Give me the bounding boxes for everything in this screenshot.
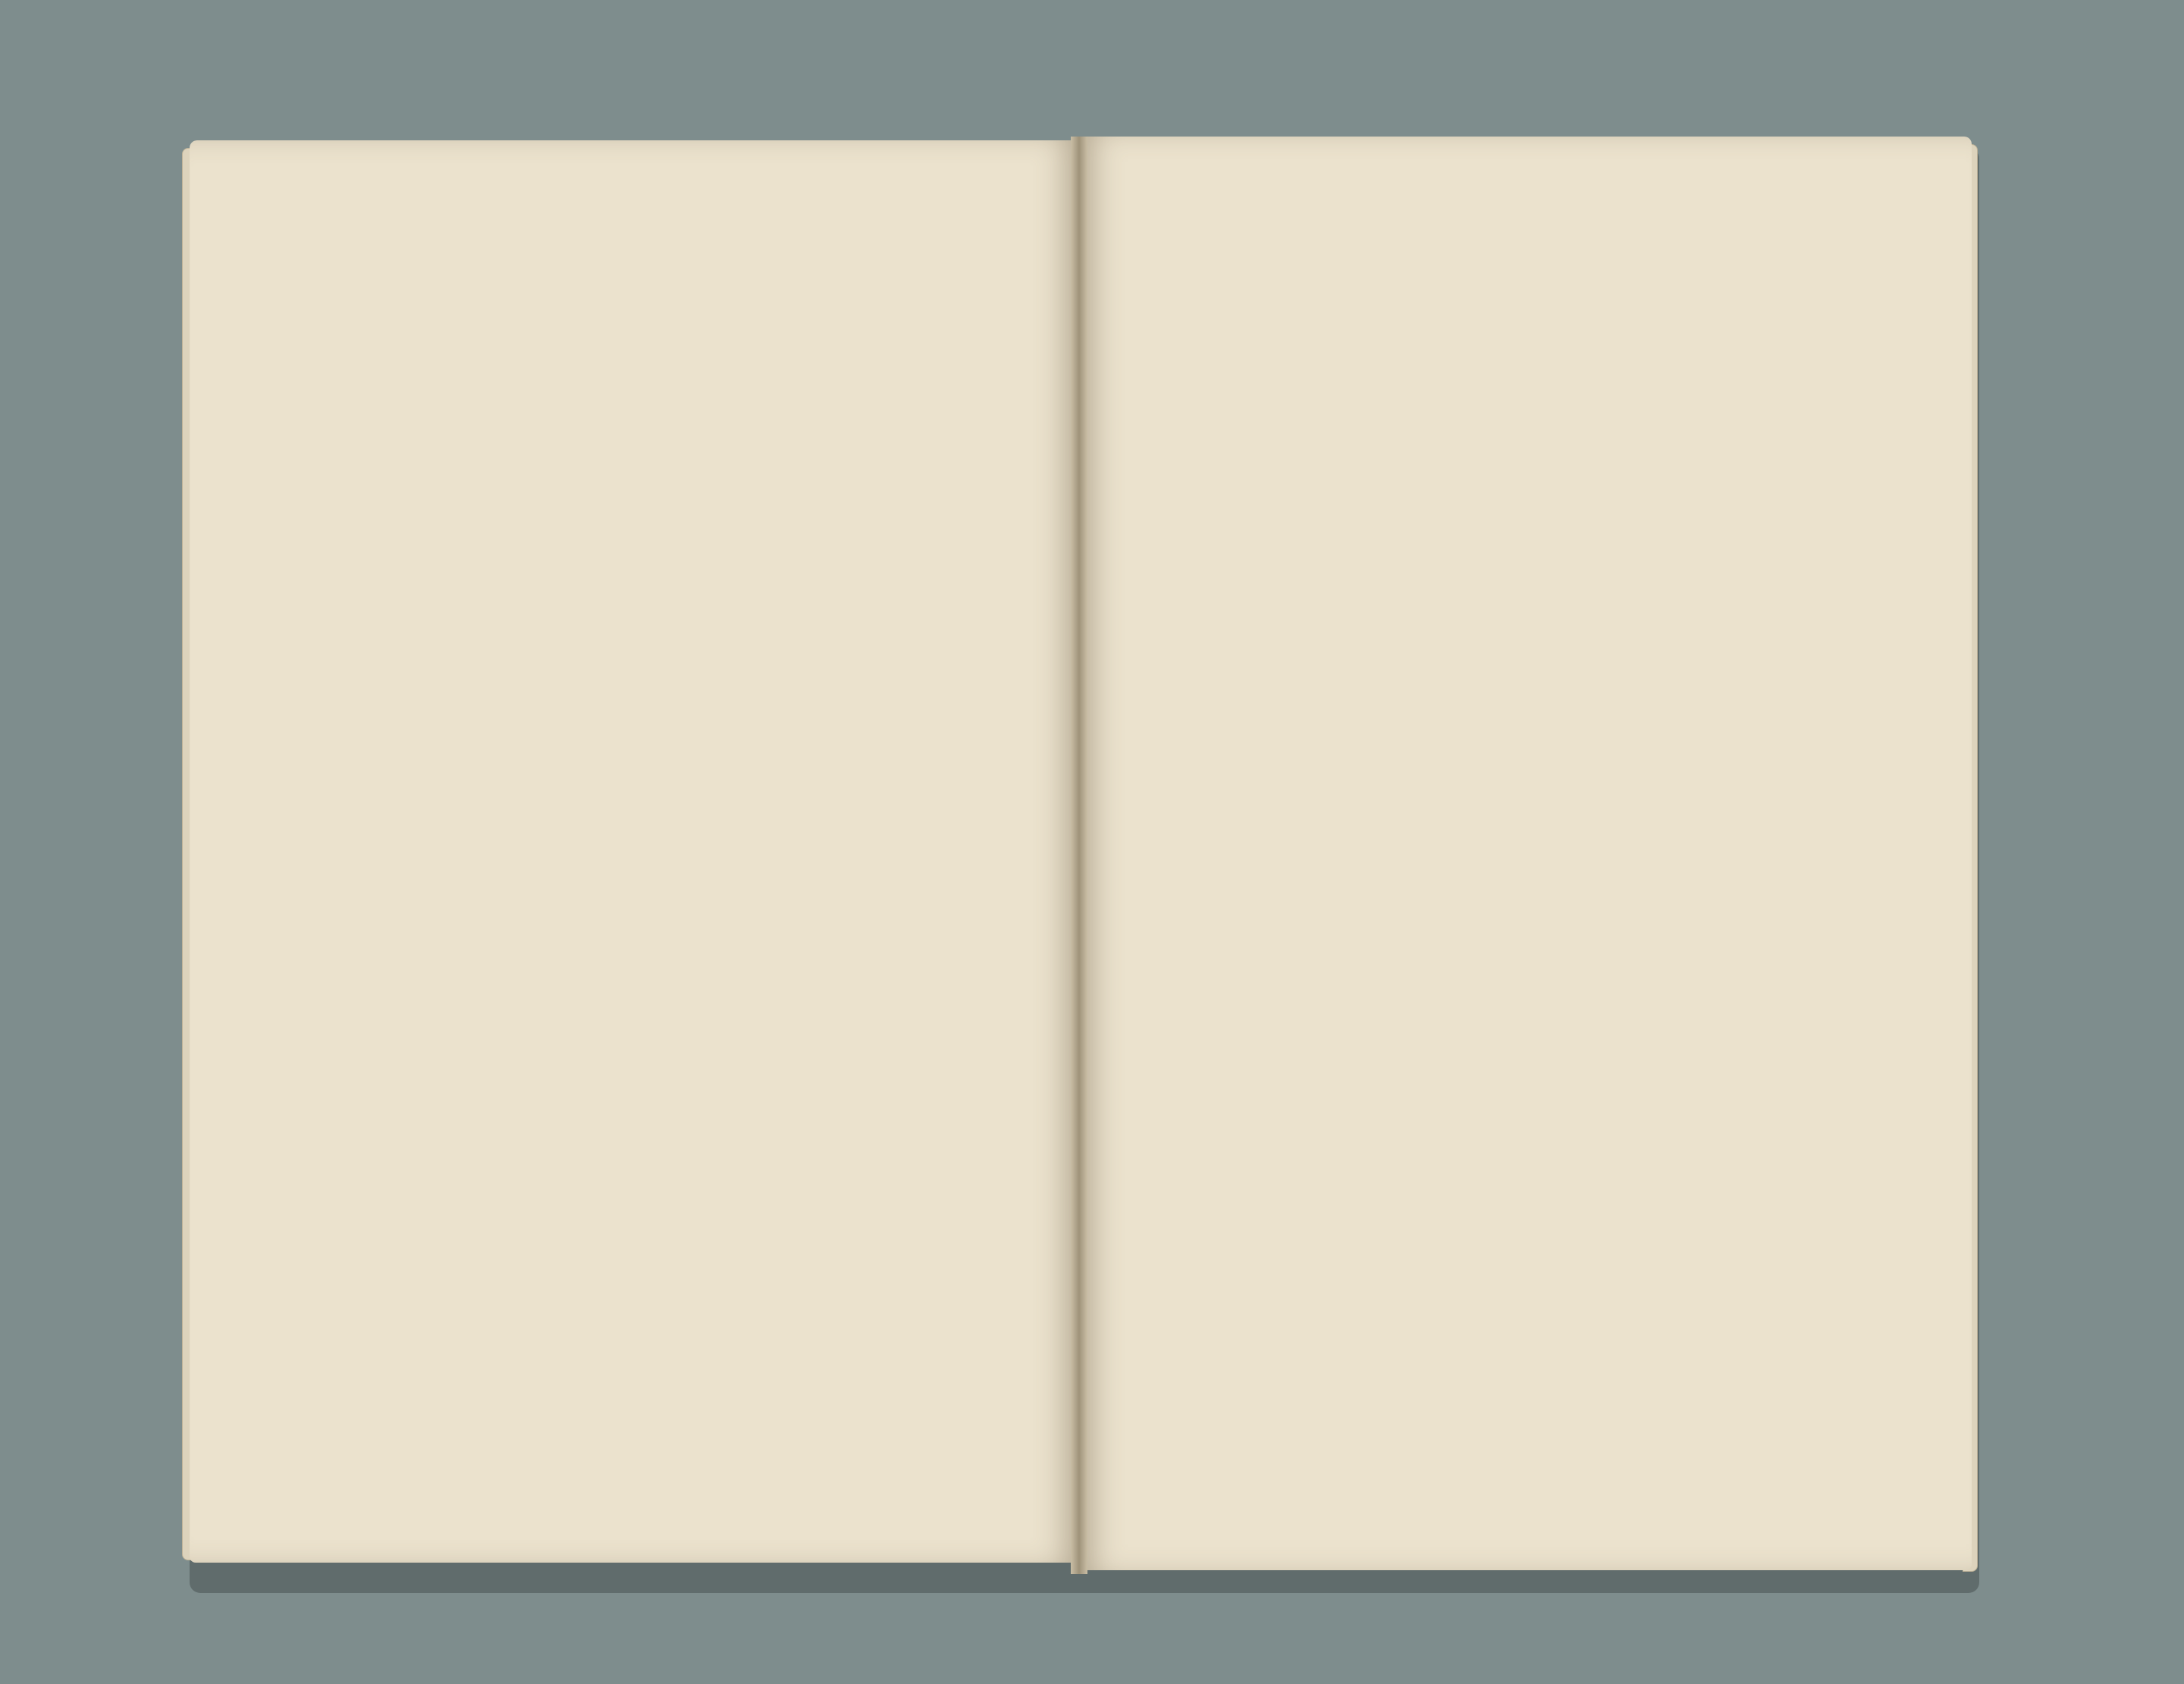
left-text-column-1 [995, 345, 1040, 1483]
book-gutter [1071, 137, 1087, 1574]
left-text-column-9 [449, 345, 494, 1483]
left-text-column-8 [517, 345, 563, 1483]
left-text-column-7 [585, 345, 631, 1483]
left-text-column-5 [722, 345, 767, 1483]
left-text-column-2 [927, 345, 972, 1483]
left-text-column-6 [654, 345, 699, 1483]
left-text-column-4 [790, 345, 836, 1483]
right-page [1083, 137, 1972, 1570]
section-heading [403, 394, 449, 1532]
left-text-column-3 [858, 345, 904, 1483]
